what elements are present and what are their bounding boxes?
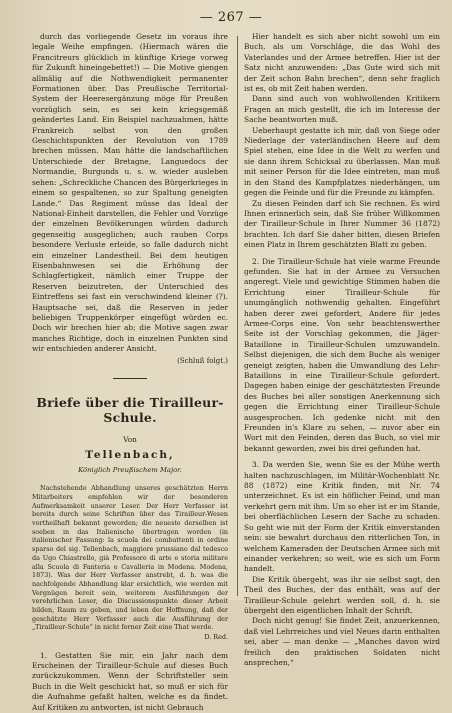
editorial-signature: D. Red. bbox=[204, 633, 228, 642]
author-name: Tellenbach, bbox=[85, 449, 175, 462]
paragraph: Zu diesen Feinden darf ich Sie rechnen. Es wird Ihnen erinnerlich sein, daß Sie früher Willkommen der Tirailleur-Schule in Ihrer Nummer 36 (1872) brachten. Ich darf Sie daher bitten, diesen Briefen einen Platz in Ihrem geschätzten Blatt zu geben. bbox=[244, 198, 440, 250]
left-column bbox=[32, 32, 228, 712]
page-number: — 267 — bbox=[199, 10, 263, 25]
page-header bbox=[0, 10, 452, 28]
section-divider bbox=[113, 378, 147, 379]
byline-von: Von bbox=[123, 435, 137, 444]
paragraph: Hier handelt es sich aber nicht sowohl um ein Buch, als um Vorschläge, die das Wohl des Vaterlandes und der Armee betreffen. Hier ist der Satz nicht anzuwenden: „Das Gute wird sich mit der Zeit schon Bahn brechen“, denn sehr fraglich ist es, ob mit Zeit haben werden. bbox=[244, 32, 440, 94]
editorial-note: Nachstehende Abhandlung unseres geschätzten Herrn Mitarbeiters empfehlen wir der besonderen Aufmerksamkeit unserer Leser. Der Herr Verfasser ist bereits durch seine Schriften über das Tirailleur-Wesen vortheilhaft bekannt geworden; die neueste derselben ist soeben in das Italienische übertragen worden (in italienischer Fassung: la scuola dei combattenti in ordine sparso del sig. Tellenbach, maggiore prussiano dal tedesco da Ugo Chiastrello, già Professore di arte e storia militare alla Scuola di Fanteria e Cavalleria in Modena. Modena, 1873). Was der Herr Verfasser anstrebt, d. h. was die nachfolgende Abhandlung klar ersichtlich, wie werden mit Vergnügen bereit sein, weiterem Ausführungen der verehrlichen Leser, die Discussionspunkte dieser Arbeit bilden, Raum zu geben, und leben der Hoffnung, daß der geschätzte Herr Verfasser auch die Ausführung der „Tirailleur-Schule“ in nicht ferner Zeit eine That werde. bbox=[32, 484, 228, 632]
paragraph: Doch nicht genug! Sie findet Zeit, anzuerkennen, daß viel Lehrreiches und viel Neues darin enthalten sei, aber — man denke — „Manches davon wird freilich den praktischen Soldaten nicht ansprechen,“ bbox=[244, 616, 440, 667]
right-column bbox=[244, 32, 440, 667]
continuation-note: (Schluß folgt.) bbox=[177, 356, 228, 365]
article-title: Briefe über die Tirailleur-Schule. bbox=[36, 395, 224, 425]
paragraph: Ueberhaupt gestatte ich mir, daß von Siege oder Niederlage der vaterländischen Heere auf dem Spiel stehen, eine Idee in die Welt zu werfen und sie dann ihrem Schicksal zu überlassen. Man muß mit seiner Person für die Idee eintreten, man muß in den Stand des Kampfplatzes niederhängen, um gegen die Feinde und für die Freunde zu kämpfen. bbox=[244, 125, 440, 198]
paragraph: durch das vorliegende Gesetz im voraus ihre legale Weihe empfingen. (Hiermach wären die Francitreurs glücklich in künftige Kriege vorweg für Zukunft hineingebettet!) — Die Motive giengen allmälig auf die Nothwendigkeit permanenter Formationen über. Das Preußische Territorial-System der Heeresergänzung möge für Preußen vorzüglich sein, es sei kein kriegsgemäß geändertes Land. Ein Beispiel nachzuahmen, hätte Frankreich selbst von den großen Geschichtspunkten der Revolution von 1789 brechen müssen. Man hätte die landschaftlichen Unterschiede der Bretagne, Languedocs der Normandie, Burgunds u. s. w. wieder ausleben sehen: „Schreckliche Chancen des Bürgerkrieges in einem so gespaltenen, so zur Spaltung geneigten Lande.“ Das Regiment müsse das Ideal der National-Einheit darstellen, die Fehler und Vorzüge der einzelnen Bevölkerungen würden dadurch gegenseitig ausgeglichen; auch rauben Corps besondere Verluste erleide, so falle dadurch nicht ein einzelner Landestheil. Bei dem heutigen Eisenbahnwesen sei die Erhöhung der Schlagfertigkeit, nämlich einer Truppe der Reserven beizutreten, der Unterschied des Eintreffens sei fast ein verschwindend kleiner (?). Hauptsache sei, daß die Reserven in jeder beliebigen Truppenkörper eingefügt würden ec. Doch wir brechen hier ab; die Motive sagen zwar manches Richtige, doch in einzelnen Punkten sind wir entschieden anderer Ansicht. bbox=[32, 32, 228, 354]
paragraph: 3. Da werden Sie, wenn Sie es der Mühe werth halten nachzuschlagen, im Militär-Wochenblatt Nr. 88 (1872) eine Kritik finden, mit Nr. 74 unterzeichnet. Es ist ein höflicher Feind, und man verkehrt gern mit ihm. Um so eher ist er im Stande, bei oberflächlichen Lesern der Sache zu schaden. So geht wie mit der Form der Kritik einverstanden sein: sie bewahrt durchaus den ritterlichen Ton, in welchem Kameraden der Deutschen Armee sich mit einander verkehren; so weit, wie es sich um Form handelt. bbox=[244, 460, 440, 574]
article-body: 1. Gestatten Sie mir, ein Jahr nach dem Erscheinen der Tirailleur-Schule auf dieses Buch zurückzukommen. Wenn der Schriftsteller sein Buch in die Welt geschickt hat, so muß er sich für die Aufnahme gefaßt halten, welche es da findet. Auf Kritiken zu antworten, ist nicht Gebrauch bbox=[32, 650, 228, 712]
column-divider bbox=[237, 36, 238, 596]
author-rank: Königlich Preußischem Major. bbox=[78, 465, 182, 474]
paragraph: Dann sind auch von wohlwollenden Kritikern Fragen an mich gestellt, die ich im Interesse der Sache beantworten muß. bbox=[244, 94, 440, 125]
paragraph: Die Kritik übergeht, was ihr sie selbst sagt, den Theil des Buches, der das enthält, was auf der Tirailleur-Schule gelehrt werden soll, d. h. sie übergeht den eigentlichen Inhalt der Schrift. bbox=[244, 574, 440, 615]
paragraph: 2. Die Tirailleur-Schule hat viele warme Freunde gefunden. Sie hat in der Armee zu Versuchen angeregt. Viele und gewichtige Stimmen haben die Errichtung einer Tirailleur-Schule für unumgänglich nothwendig gehalten. Eingeführt haben derer zwei gefordert, Andere für jedes Armee-Corps eine. Von sehr beachtenswerther Seite ist der Vorschlag gekommen, die Jäger-Bataillone in Tirailleur-Schulen umzuwandeln. Selbst diejenigen, die sich dem Buche als weniger geneigt zeigten, haben die Umwandlung des Lehr-Bataillons in eine Tirailleur-Schule gefordert. Dagegen haben einige der geschätztesten Freunde des Buches bei aller sonstigen Anerkennung sich gegen die Errichtung einer Tirailleur-Schule ausgesprochen. Ich gedenke nicht mit den Freunden in's Klare zu sehen, — zuvor aber ein Wort mit den Feinden, deren das Buch, so viel mir bekannt geworden, zwei bis drei gefunden hat. bbox=[244, 256, 440, 453]
